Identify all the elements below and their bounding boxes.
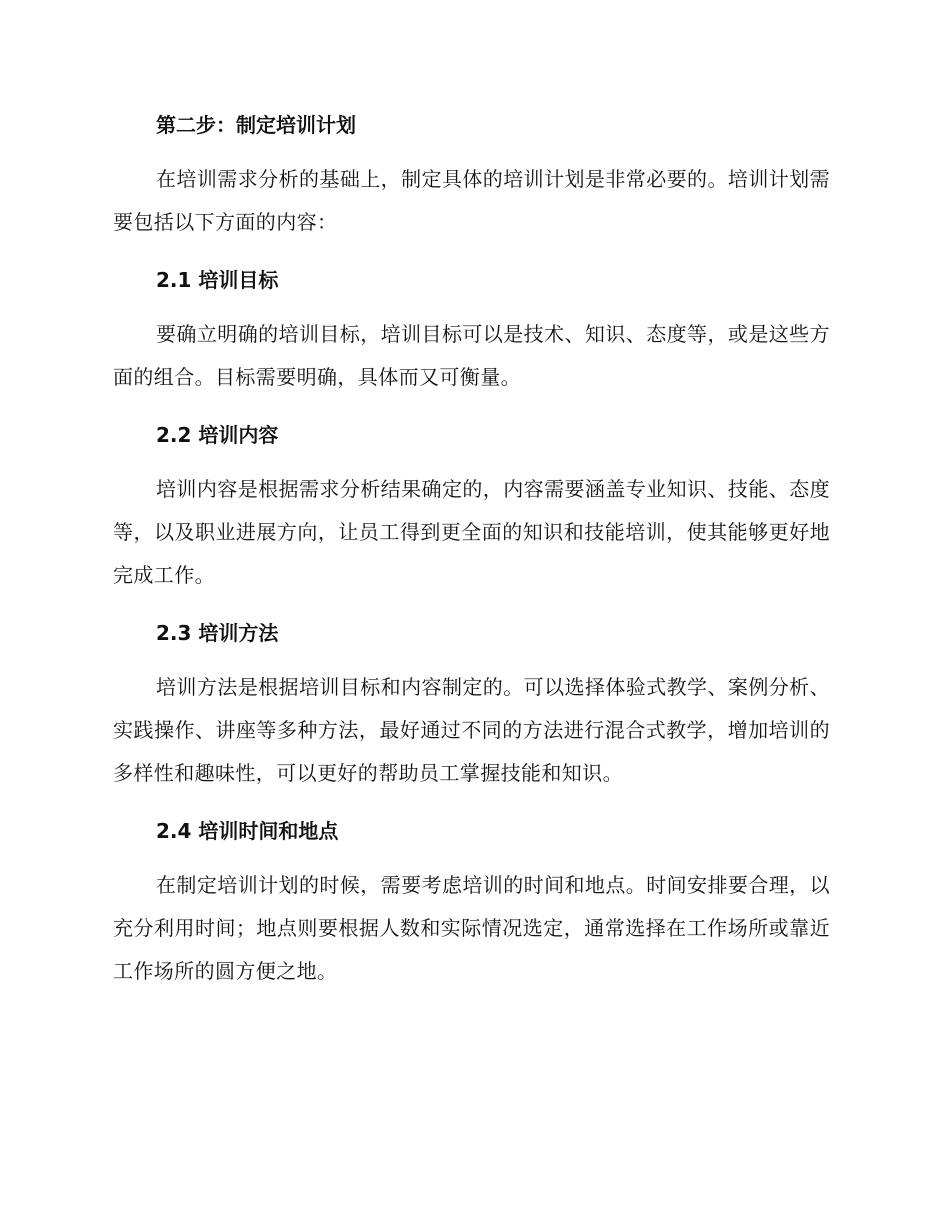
- section-paragraph-training-methods: 培训方法是根据培训目标和内容制定的。可以选择体验式教学、案例分析、实践操作、讲座等多种方法，最好通过不同的方法进行混合式教学，增加培训的多样性和趣味性，可以更好的帮助员工掌握技能和知识。: [113, 675, 830, 785]
- section-paragraph-training-content: 培训内容是根据需求分析结果确定的，内容需要涵盖专业知识、技能、态度等，以及职业进展方向，让员工得到更全面的知识和技能培训，使其能够更好地完成工作。: [113, 477, 830, 587]
- section-heading-training-methods: 2.3 培训方法: [156, 621, 279, 645]
- section-paragraph-training-goals: 要确立明确的培训目标，培训目标可以是技术、知识、态度等，或是这些方面的组合。目标需要明确，具体而又可衡量。: [113, 322, 830, 389]
- section-paragraph-step-two: 在培训需求分析的基础上，制定具体的培训计划是非常必要的。培训计划需要包括以下方面的内容：: [113, 167, 830, 234]
- section-heading-training-content: 2.2 培训内容: [156, 423, 279, 447]
- section-heading-training-time-place: 2.4 培训时间和地点: [156, 819, 339, 843]
- section-paragraph-training-time-place: 在制定培训计划的时候，需要考虑培训的时间和地点。时间安排要合理，以充分利用时间；地点则要根据人数和实际情况选定，通常选择在工作场所或靠近工作场所的圆方便之地。: [113, 873, 830, 983]
- section-heading-training-goals: 2.1 培训目标: [156, 268, 279, 292]
- section-heading-step-two: 第二步：制定培训计划: [156, 113, 356, 137]
